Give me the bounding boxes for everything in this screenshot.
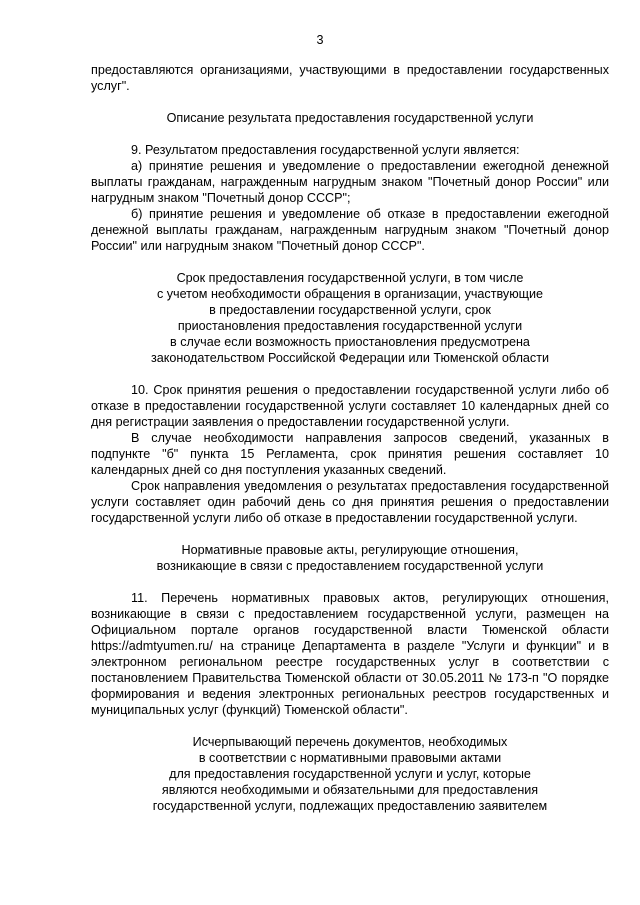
document-body	[91, 62, 609, 814]
heading-line: государственной услуги, подлежащих предоставлению заявителем	[152, 799, 548, 813]
heading-line: для предоставления государственной услуги и услуг, которые	[169, 767, 531, 781]
spacer	[91, 94, 609, 110]
heading-line: Нормативные правовые акты, регулирующие отношения,	[181, 543, 519, 557]
spacer	[91, 526, 609, 542]
paragraph: предоставляются организациями, участвующими в предоставлении государственных услуг".	[91, 63, 609, 93]
heading-line: являются необходимыми и обязательными для предоставления	[161, 783, 539, 797]
section-heading	[91, 542, 609, 574]
heading-line: Срок предоставления государственной услуги, в том числе	[176, 271, 524, 285]
paragraph: а) принятие решения и уведомление о предоставлении ежегодной денежной выплаты гражданам, награжденным нагрудным знаком "Почетный донор России" или нагрудным знаком "Почетный донор СССР";	[91, 159, 609, 205]
heading-line: в соответствии с нормативными правовыми актами	[198, 751, 502, 765]
heading-line: Описание результата предоставления государственной услуги	[166, 111, 534, 125]
heading-line: в случае если возможность приостановления предусмотрена	[170, 335, 530, 349]
section-heading	[91, 734, 609, 814]
heading-line: в предоставлении государственной услуги, срок	[209, 303, 491, 317]
paragraph: 9. Результатом предоставления государственной услуги является:	[131, 143, 520, 157]
paragraph: 11. Перечень нормативных правовых актов, регулирующих отношения, возникающие в связи с предоставлением государственной услуги, размещен на Официальном портале органов государственной власти Тюменской области https://admtyumen.ru/ на странице Департамента в разделе "Услуги и функции" и в электронном региональном реестре государственных услуг в соответствии с постановлением Правительства Тюменской области от 30.05.2011 № 173-п "О порядке формирования и ведения электронных региональных реестров государственных и муниципальных услуг (функций) Тюменской области".	[91, 591, 609, 717]
page-number: 3	[316, 33, 324, 47]
paragraph: Срок направления уведомления о результатах предоставления государственной услуги составляет один рабочий день со дня принятия решения о предоставлении государственной услуги либо об отказе в предоставлении государственной услуги.	[91, 479, 609, 525]
section-heading	[91, 270, 609, 366]
heading-line: Исчерпывающий перечень документов, необходимых	[192, 735, 508, 749]
paragraph: 10. Срок принятия решения о предоставлении государственной услуги либо об отказе в предоставлении государственной услуги составляет 10 календарных дней со дня регистрации заявления о предоставлении государственной услуги.	[91, 383, 609, 429]
paragraph: В случае необходимости направления запросов сведений, указанных в подпункте "б" пункта 15 Регламента, срок принятия решения составляет 10 календарных дней со дня поступления указанных сведений.	[91, 431, 609, 477]
spacer	[91, 366, 609, 382]
heading-line: возникающие в связи с предоставлением государственной услуги	[156, 559, 544, 573]
heading-line: с учетом необходимости обращения в организации, участвующие	[156, 287, 544, 301]
heading-line: приостановления предоставления государственной услуги	[177, 319, 523, 333]
spacer	[91, 254, 609, 270]
paragraph: б) принятие решения и уведомление об отказе в предоставлении ежегодной денежной выплаты гражданам, награжденным нагрудным знаком "Почетный донор России" или нагрудным знаком "Почетный донор СССР".	[91, 207, 609, 253]
spacer	[91, 126, 609, 142]
spacer	[91, 574, 609, 590]
spacer	[91, 718, 609, 734]
section-heading	[91, 110, 609, 126]
heading-line: законодательством Российской Федерации или Тюменской области	[150, 351, 550, 365]
